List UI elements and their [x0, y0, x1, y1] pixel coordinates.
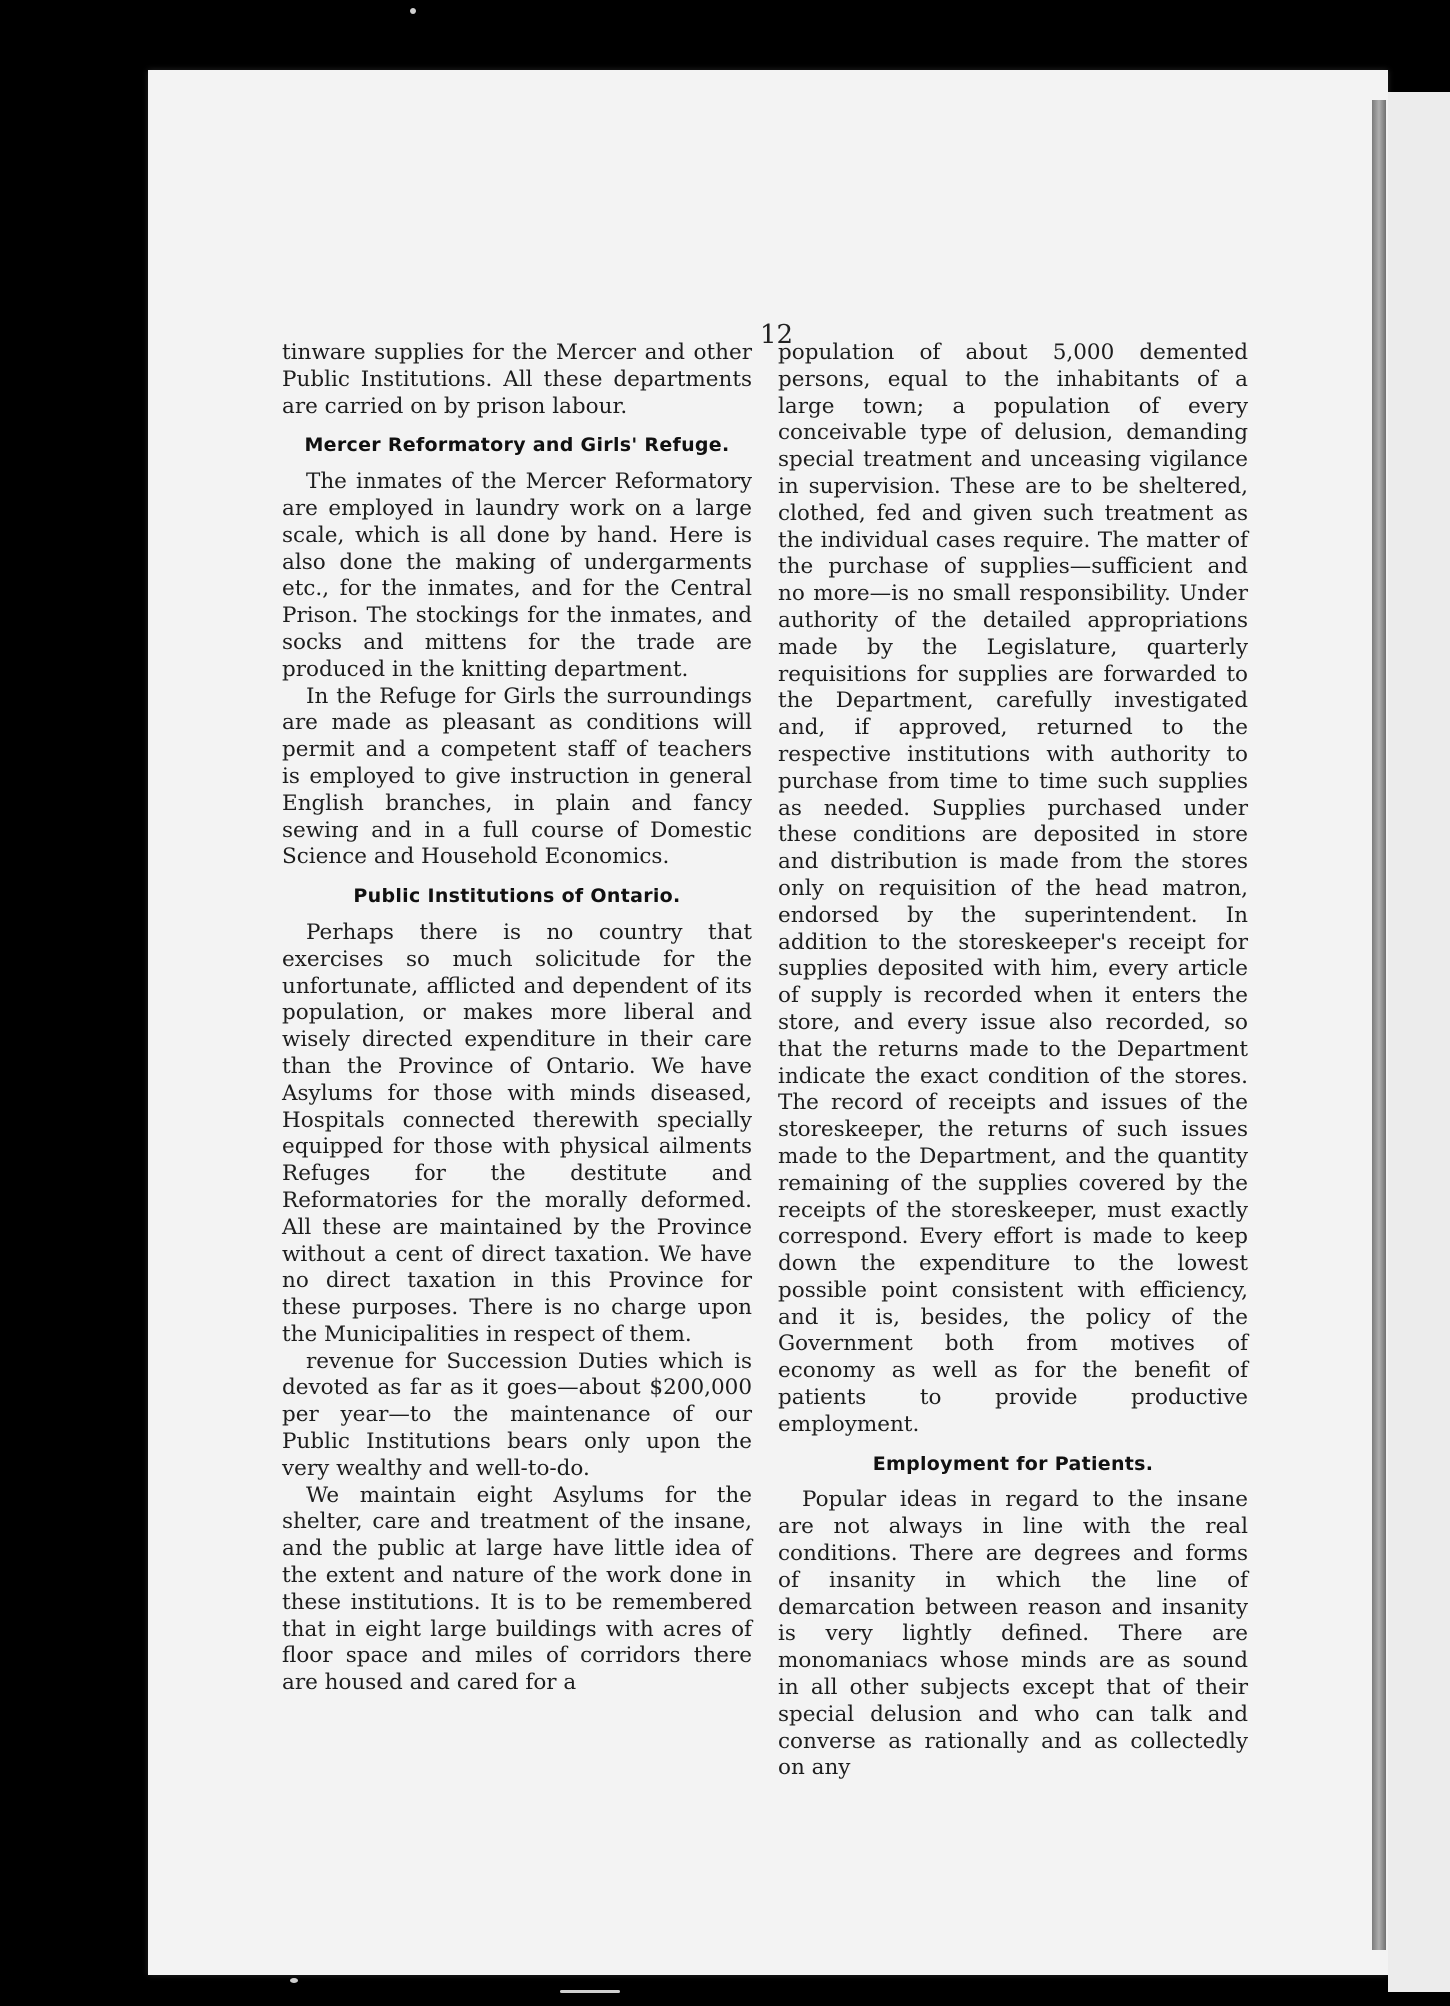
- dust-speck: [560, 1990, 620, 1993]
- paragraph: Popular ideas in regard to the insane are not always in line with the real conditions. There are degrees and forms of insanity in which the line of demarcation between reason and insanity is very lightly defined. There are monomaniacs whose minds are as sound in all other subjects except that of their special delusion and who can talk and converse as rationally and as collectedly on any: [778, 1487, 1248, 1781]
- paragraph: We maintain eight Asylums for the shelter, care and treatment of the insane, and the public at large have little idea of the extent and nature of the work done in these institutions. It is to be remembered that in eight large buildings with acres of floor space and miles of corridors there are housed and cared for a: [282, 1482, 752, 1696]
- paragraph: The inmates of the Mercer Reformatory are employed in laundry work on a large scale, which is all done by hand. Here is also done the making of undergarments etc., for the inmates, and for the Central Prison. The stockings for the inmates, and socks and mittens for the trade are produced in the knitting department.: [282, 469, 752, 682]
- section-heading: Mercer Reformatory and Girls' Refuge.: [304, 434, 730, 457]
- section-heading: Employment for Patients.: [872, 1452, 1154, 1475]
- paragraph: Perhaps there is no country that exercises so much solicitude for the unfortunate, afflicted and dependent of its population, or makes more liberal and wisely directed expenditure in their care than the Province of Ontario. We have Asylums for those with minds diseased, Hospitals connected therewith specially equipped for those with physical ailments Refuges for the destitute and Reformatories for the morally deformed. All these are maintained by the Province without a cent of direct taxation. We have no direct taxation in this Province for these purposes. There is no charge upon the Municipalities in respect of them.: [282, 919, 752, 1347]
- paragraph: In the Refuge for Girls the surroundings are made as pleasant as conditions will permit and a competent staff of teachers is employed to give instruction in general English branches, in plain and fancy sewing and in a full course of Domestic Science and Household Economics.: [282, 683, 752, 870]
- left-column: [282, 340, 752, 1697]
- right-column: [778, 340, 1248, 1782]
- paragraph: tinware supplies for the Mercer and other Public Institutions. All these departments are carried on by prison labour.: [282, 340, 752, 419]
- section-heading: Public Institutions of Ontario.: [353, 885, 681, 908]
- paragraph: population of about 5,000 demented persons, equal to the inhabitants of a large town; a population of every conceivable type of delusion, demanding special treatment and unceasing vigilance in supervision. These are to be sheltered, clothed, fed and given such treatment as the individual cases require. The matter of the purchase of supplies—sufficient and no more—is no small responsibility. Under authority of the detailed appropriations made by the Legislature, quarterly requisitions for supplies are forwarded to the Department, carefully investigated and, if approved, returned to the respective institutions with authority to purchase from time to time such supplies as needed. Supplies purchased under these conditions are deposited in store and distribution is made from the stores only on requisition of the head matron, endorsed by the superintendent. In addition to the storeskeeper's receipt for supplies deposited with him, every article of supply is recorded when it enters the store, and every issue also recorded, so that the returns made to the Department indicate the exact condition of the stores. The record of receipts and issues of the storeskeeper, the returns of such issues made to the Department, and the quantity remaining of the supplies covered by the receipts of the storeskeeper, must exactly correspond. Every effort is made to keep down the expenditure to the lowest possible point consistent with efficiency, and it is, besides, the policy of the Government both from motives of economy as well as for the benefit of patients to provide productive employment.: [778, 340, 1248, 1437]
- dust-speck: [290, 1978, 298, 1983]
- page-number: 12: [760, 320, 794, 350]
- paragraph: revenue for Succession Duties which is devoted as far as it goes—about $200,000 per year—to the maintenance of our Public Institutions bears only upon the very wealthy and well-to-do.: [282, 1348, 752, 1481]
- adjacent-page-edge: [1388, 92, 1450, 1992]
- dust-speck: [410, 8, 416, 14]
- binding-shadow: [1372, 100, 1386, 1950]
